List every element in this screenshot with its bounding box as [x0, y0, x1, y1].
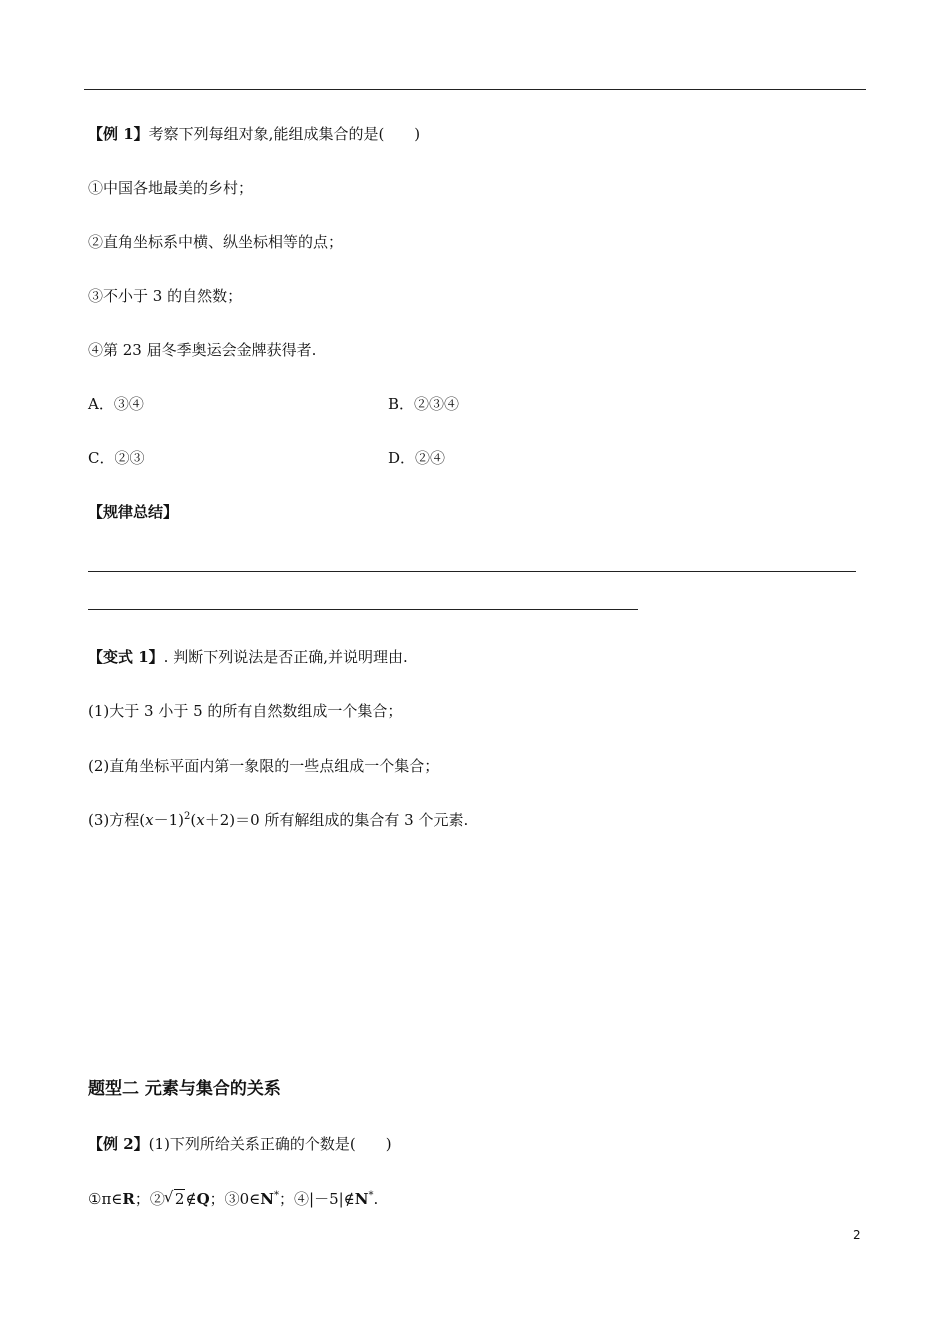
item3-exponent: 2	[183, 811, 191, 822]
example1-question	[88, 124, 420, 144]
variant1-item-3	[88, 810, 468, 830]
relation-1-text: ①π∈	[88, 1190, 123, 1208]
variant1-item-1: (1)大于 3 小于 5 的所有自然数组成一个集合；	[88, 702, 403, 720]
variant1-tag: 【变式 1】	[88, 648, 164, 666]
answer-blank-line-2	[88, 609, 638, 610]
relation-1-set: R	[122, 1190, 135, 1208]
answer-blank-line-1	[88, 571, 856, 572]
page-number: 2	[853, 1228, 861, 1242]
item3-var-x1: x	[145, 811, 154, 829]
variant1-question-text: . 判断下列说法是否正确,并说明理由.	[163, 648, 408, 666]
section2-title: 题型二 元素与集合的关系	[88, 1079, 281, 1099]
example1-item-2: ②直角坐标系中横、纵坐标相等的点；	[88, 233, 344, 251]
option-c: C．②③	[88, 449, 145, 467]
sqrt-symbol	[165, 1189, 186, 1209]
relation-2-prefix: ；②	[134, 1190, 165, 1208]
item3-var-x2: x	[196, 811, 205, 829]
sqrt-radicand: 2	[174, 1190, 185, 1208]
example2-relations	[88, 1189, 378, 1209]
relation-3-star: *	[274, 1190, 280, 1201]
option-b: B．②③④	[388, 395, 460, 413]
example1-tag: 【例 1】	[88, 125, 149, 143]
relation-4-star: *	[368, 1190, 374, 1201]
example1-item-4: ④第 23 届冬季奥运会金牌获得者.	[88, 341, 317, 359]
example1-item-1: ①中国各地最美的乡村；	[88, 179, 254, 197]
header-rule	[84, 89, 866, 90]
variant1-item-2: (2)直角坐标平面内第一象限的一些点组成一个集合；	[88, 757, 440, 775]
relation-2-set: Q	[196, 1190, 210, 1208]
example1-item-3: ③不小于 3 的自然数；	[88, 287, 243, 305]
item3-text-1: (3)方程(	[88, 811, 146, 829]
relation-4-set: N	[354, 1190, 369, 1208]
relation-2-symbol: ∉	[185, 1190, 197, 1208]
relation-3-prefix: ；③0∈	[209, 1190, 261, 1208]
summary-tag: 【规律总结】	[88, 503, 179, 521]
example1-question-text: 考察下列每组对象,能组成集合的是( )	[148, 125, 421, 143]
example2-question-text: (1)下列所给关系正确的个数是( )	[148, 1135, 392, 1153]
example2-tag: 【例 2】	[88, 1135, 149, 1153]
variant1-question	[88, 647, 408, 667]
relation-4-end: .	[373, 1190, 379, 1208]
example2-question	[88, 1134, 392, 1154]
item3-text-2: －1)	[153, 811, 184, 829]
item3-text-3: (	[190, 811, 197, 829]
option-d: D．②④	[388, 449, 446, 467]
item3-text-4: ＋2)＝0 所有解组成的集合有 3 个元素.	[204, 811, 469, 829]
relation-4-prefix: ；④|－5|∉	[279, 1190, 355, 1208]
option-a: A．③④	[88, 395, 144, 413]
relation-3-set: N	[260, 1190, 275, 1208]
